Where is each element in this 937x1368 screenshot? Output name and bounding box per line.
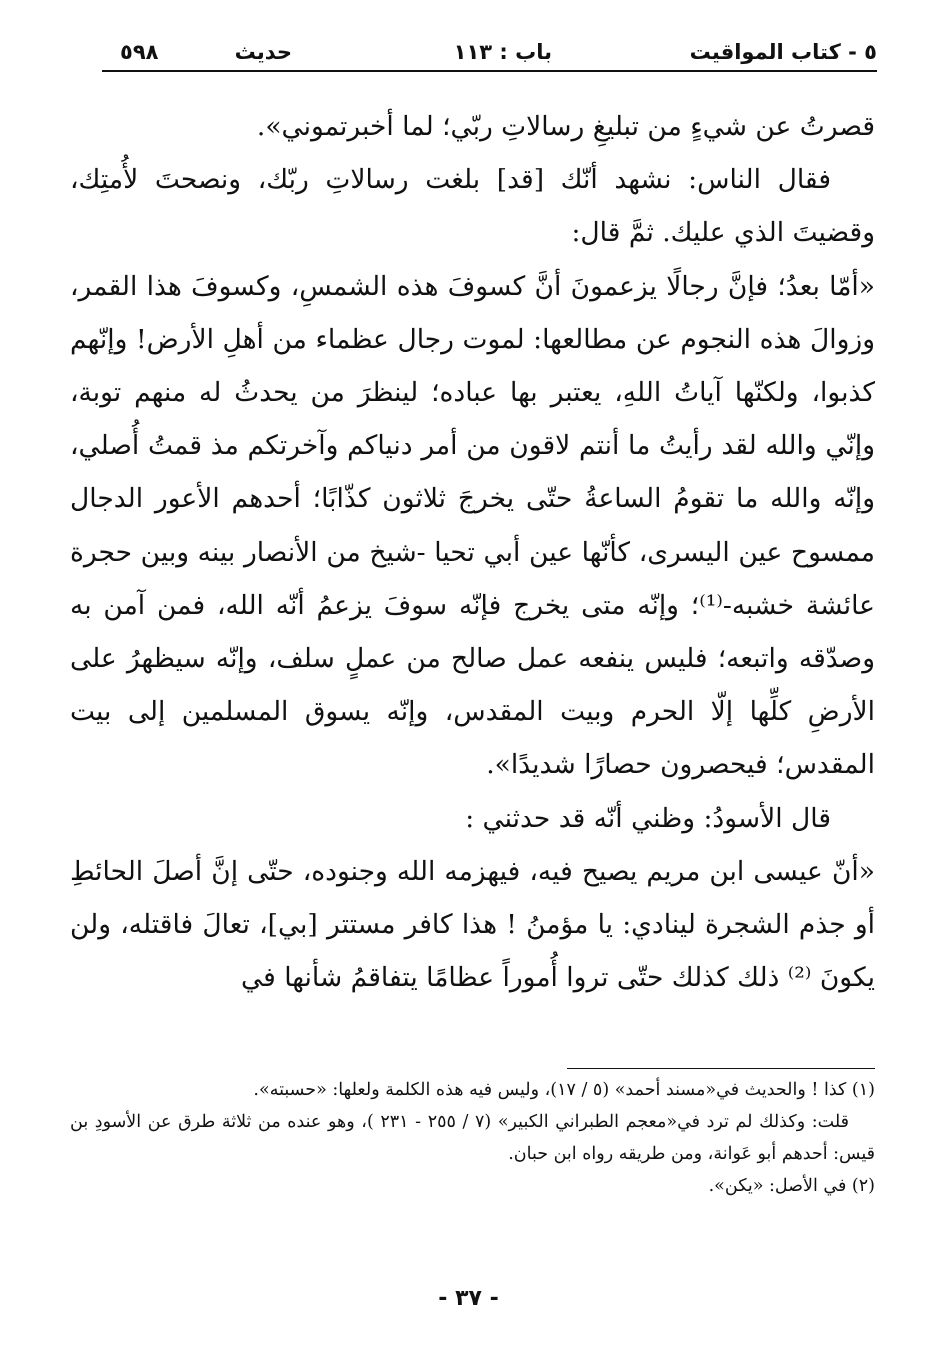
footnote: قلت: وكذلك لم ترد في«معجم الطبراني الكبير» (٧ / ٢٥٥ - ٢٣١ )، وهو عنده من ثلاثة طرق عن الأسودِ بن قيس: أحدهم أبو عَوانة، ومن طريقه رواه ابن حبان.	[70, 1112, 875, 1164]
chapter-title: ٥ - كتاب المواقيت	[689, 40, 877, 64]
footnote: (٢) في الأصل: «يكن».	[708, 1176, 875, 1196]
page-number: - ٣٧ -	[438, 1286, 499, 1311]
paragraph: فقال الناس: نشهد أنّك [قد] بلغت رسالاتِ ربّك، ونصحتَ لأُمتِك، وقضيتَ الذي عليك. ثمَّ قال:	[70, 164, 875, 249]
paragraph: «أمّا بعدُ؛ فإنَّ رجالًا يزعمونَ أنَّ كسوفَ هذه الشمسِ، وكسوفَ هذا القمر، وزوالَ هذه النجوم عن مطالعها: لموت رجال عظماء من أهلِ الأرض! وإنّهم كذبوا، ولكنّها آياتُ اللهِ، يعتبر بها عباده؛ لينظرَ من يحدثُ له منهم توبة، وإنّي والله لقد رأيتُ ما أنتم لاقون من أمر دنياكم وآخرتكم مذ قمتُ أُصلي، وإنّه والله ما تقومُ الساعةُ حتّى يخرجَ ثلاثون كذّابًا؛ أحدهم الأعور الدجال ممسوح عين اليسرى، كأنّها عين أبي تحيا -شيخ من الأنصار بينه وبين حجرة عائشة خشبه-⁽¹⁾؛ وإنّه متى يخرج فإنّه سوفَ يزعمُ أنّه الله، فمن آمن به وصدّقه واتبعه؛ فليس ينفعه عمل صالح من عملٍ سلف، وإنّه سيظهرُ على الأرضِ كلِّها إلّا الحرم وبيت المقدس، وإنّه يسوق المسلمين إلى بيت المقدس؛ فيحصرون حصارًا شديدًا».	[70, 270, 875, 781]
hadith-label: حديث	[234, 40, 292, 64]
running-header	[102, 38, 877, 78]
bab-number: باب : ١١٣	[453, 40, 552, 64]
main-text	[70, 100, 875, 1004]
paragraph: «أنّ عيسى ابن مريم يصيح فيه، فيهزمه الله وجنوده، حتّى إنَّ أصلَ الحائطِ أو جذم الشجرة لينادي: يا مؤمنُ ! هذا كافر مستتر [بي]، تعالَ فاقتله، ولن يكونَ ⁽²⁾ ذلك كذلك حتّى تروا أُموراً عظامًا يتفاقمُ شأنها في	[70, 855, 875, 994]
footnotes	[70, 1074, 875, 1202]
paragraph: قال الأسودُ: وظني أنّه قد حدثني :	[465, 802, 831, 834]
header-divider	[102, 70, 877, 72]
footnote: (١) كذا ! والحديث في«مسند أحمد» (٥ / ١٧)، وليس فيه هذه الكلمة ولعلها: «حسبته».	[253, 1080, 875, 1100]
paragraph: قصرتُ عن شيءٍ من تبليغِ رسالاتِ ربّي؛ لما أخبرتموني».	[256, 111, 875, 142]
hadith-number: ٥٩٨	[120, 40, 159, 64]
footnote-divider	[567, 1068, 875, 1069]
